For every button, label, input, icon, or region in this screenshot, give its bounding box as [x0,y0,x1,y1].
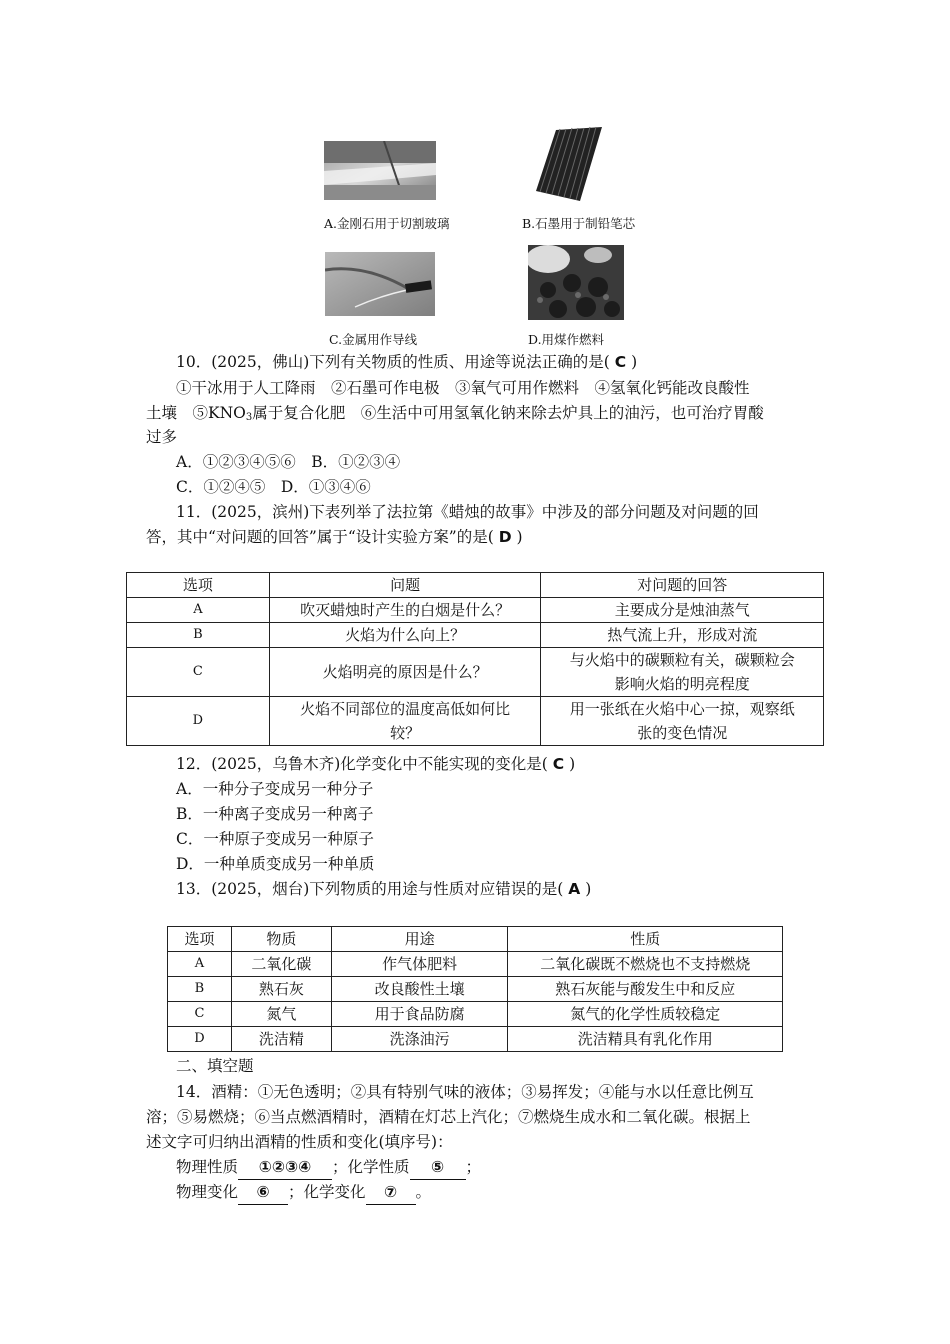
table-cell: 火焰为什么向上？ [269,623,541,648]
q10-options-cd: C．①②④⑤ D．①③④⑥ [176,478,371,496]
section-heading: 二、填空题 [176,1057,254,1075]
table-cell: D [127,697,270,746]
table-cell: 改良酸性土壤 [331,977,508,1002]
table-cell: 二氧化碳 [231,952,331,977]
q11-table [126,572,824,746]
table-cell: 洗洁精具有乳化作用 [508,1027,783,1052]
table-cell: 火焰不同部位的温度高低如何比 较？ [269,697,541,746]
q14-line2: 溶；⑤易燃烧；⑥当点燃酒精时，酒精在灯芯上汽化；⑦燃烧生成水和二氧化碳。根据上 [146,1108,751,1126]
coal-photo [528,245,624,320]
table-cell: A [168,952,232,977]
table-row [168,952,783,977]
table-cell: 吹灭蜡烛时产生的白烟是什么？ [269,598,541,623]
table-header-cell: 问题 [269,573,541,598]
table-row [127,648,824,697]
table-cell: 洗洁精 [231,1027,331,1052]
pencils-photo [536,125,602,201]
table-cell: 熟石灰 [231,977,331,1002]
table-row [127,697,824,746]
table-cell: 洗涤油污 [331,1027,508,1052]
table-cell: B [127,623,270,648]
q14-changes-line: 物理变化 ⑥ ；化学变化 ⑦ 。 [176,1180,431,1205]
figure-caption-d: D.用煤作燃料 [528,332,605,347]
table-cell: 氮气 [231,1002,331,1027]
table-header-cell: 性质 [508,927,783,952]
table-row [168,977,783,1002]
q12-answer: C [552,755,565,773]
q14-line1: 14．酒精：①无色透明；②具有特别气味的液体；③易挥发；④能与水以任意比例互 [176,1083,754,1101]
wire-photo [325,252,435,316]
q14-properties-line: 物理性质 ①②③④ ；化学性质 ⑤ ； [176,1155,481,1180]
table-cell: 主要成分是烛油蒸气 [541,598,824,623]
q10-line1: ①干冰用于人工降雨 ②石墨可作电极 ③氧气可用作燃料 ④氢氧化钙能改良酸性 [176,379,750,397]
table-cell: 作气体肥料 [331,952,508,977]
table-header-cell: 物质 [231,927,331,952]
table-row [127,598,824,623]
q11-stem-line2: 答，其中“对问题的回答”属于“设计实验方案”的是( D ) [146,528,523,546]
table-header-row [127,573,824,598]
table-row [168,1027,783,1052]
q10-answer: C [614,353,627,371]
q12-option-d: D．一种单质变成另一种单质 [176,855,375,873]
table-cell: B [168,977,232,1002]
q10-line2: 土壤 $⑤KNO_3$属于复合化肥 ⑥生活中可用氢氧化钠来除去炉具上的油污，也可治疗胃酸 [146,404,764,423]
table-cell: 熟石灰能与酸发生中和反应 [508,977,783,1002]
figure-caption-a: A.金刚石用于切割玻璃 [324,216,450,231]
q13-stem: 13．(2025，烟台)下列物质的用途与性质对应错误的是( A ) [176,880,592,898]
table-header-cell: 对问题的回答 [541,573,824,598]
table-cell: 热气流上升，形成对流 [541,623,824,648]
q10-line3: 过多 [146,428,178,446]
table-cell: A [127,598,270,623]
chemical-property-answer: ⑤ [410,1155,466,1180]
table-row [127,623,824,648]
q12-option-c: C．一种原子变成另一种原子 [176,830,374,848]
q14-line3: 述文字可归纳出酒精的性质和变化(填序号)： [146,1133,453,1151]
q11-answer: D [498,528,512,546]
q13-table [167,926,783,1052]
q12-option-b: B．一种离子变成另一种离子 [176,805,374,823]
table-cell: D [168,1027,232,1052]
physical-property-answer: ①②③④ [238,1155,332,1180]
q10-stem: 10．(2025，佛山)下列有关物质的性质、用途等说法正确的是( C ) [176,353,638,371]
q12-option-a: A．一种分子变成另一种分子 [176,780,374,798]
table-cell: C [127,648,270,697]
table-cell: 用一张纸在火焰中心一掠，观察纸 张的变色情况 [541,697,824,746]
table-header-cell: 选项 [127,573,270,598]
figure-caption-c: C.金属用作导线 [329,332,418,347]
table-cell: 氮气的化学性质较稳定 [508,1002,783,1027]
table-cell: 与火焰中的碳颗粒有关，碳颗粒会 影响火焰的明亮程度 [541,648,824,697]
table-header-row [168,927,783,952]
table-header-cell: 用途 [331,927,508,952]
q10-options-ab: A．①②③④⑤⑥ B．①②③④ [176,453,401,471]
table-cell: 火焰明亮的原因是什么？ [269,648,541,697]
table-header-cell: 选项 [168,927,232,952]
q11-stem-line1: 11．(2025，滨州)下表列举了法拉第《蜡烛的故事》中涉及的部分问题及对问题的回 [176,503,759,521]
chemical-change-answer: ⑦ [366,1180,416,1205]
table-cell: 二氧化碳既不燃烧也不支持燃烧 [508,952,783,977]
table-row [168,1002,783,1027]
physical-change-answer: ⑥ [238,1180,288,1205]
q13-answer: A [568,880,581,898]
q12-stem: 12．(2025，乌鲁木齐)化学变化中不能实现的变化是( C ) [176,755,576,773]
glass-cutting-photo [324,141,436,200]
table-cell: 用于食品防腐 [331,1002,508,1027]
table-cell: C [168,1002,232,1027]
figure-caption-b: B.石墨用于制铅笔芯 [522,216,636,231]
